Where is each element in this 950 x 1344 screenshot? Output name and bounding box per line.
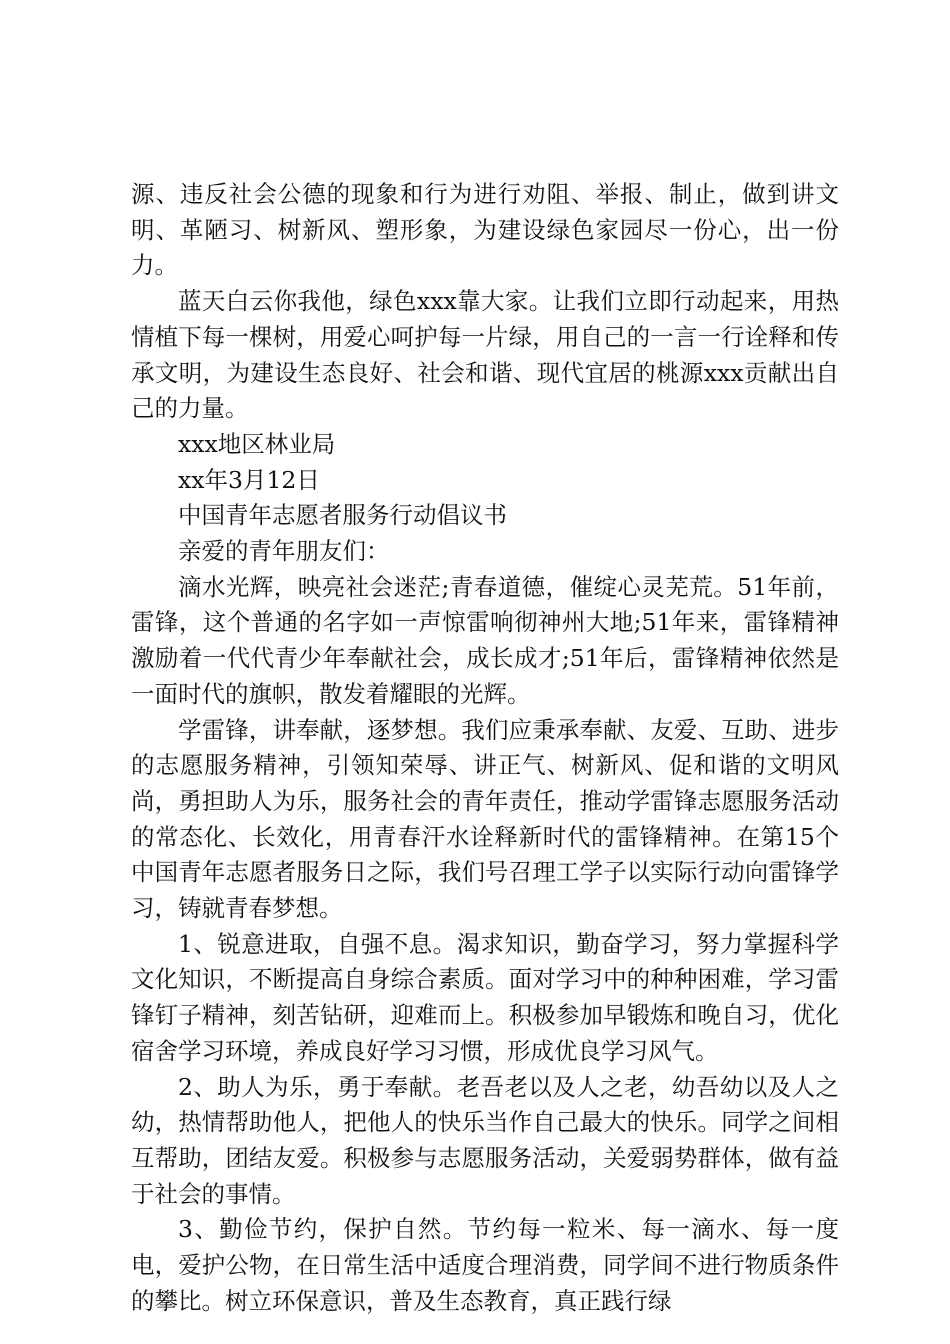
- document-body: [131, 177, 839, 1320]
- paragraph: 1、锐意进取，自强不息。渴求知识，勤奋学习，努力掌握科学文化知识，不断提高自身综合素质。面对学习中的种种困难，学习雷锋钉子精神，刻苦钻研，迎难而上。积极参加早锻炼和晚自习，优化宿舍学习环境，养成良好学习习惯，形成优良学习风气。: [131, 929, 839, 1065]
- paragraph: 滴水光辉，映亮社会迷茫;青春道德，催绽心灵芜荒。51年前，雷锋，这个普通的名字如一声惊雷响彻神州大地;51年来，雷锋精神激励着一代代青少年奉献社会，成长成才;51年后，雷锋精神依然是一面时代的旗帜，散发着耀眼的光辉。: [131, 572, 839, 708]
- paragraph: 学雷锋，讲奉献，逐梦想。我们应秉承奉献、友爱、互助、进步的志愿服务精神，引领知荣辱、讲正气、树新风、促和谐的文明风尚，勇担助人为乐，服务社会的青年责任，推动学雷锋志愿服务活动的常态化、长效化，用青春汗水诠释新时代的雷锋精神。在第15个中国青年志愿者服务日之际，我们号召理工学子以实际行动向雷锋学习，铸就青春梦想。: [131, 715, 839, 923]
- salutation: 亲爱的青年朋友们：: [178, 537, 390, 566]
- paragraph: 2、助人为乐，勇于奉献。老吾老以及人之老，幼吾幼以及人之幼，热情帮助他人，把他人的快乐当作自己最大的快乐。同学之间相互帮助，团结友爱。积极参与志愿服务活动，关爱弱势群体，做有益于社会的事情。: [131, 1072, 839, 1208]
- paragraph: 源、违反社会公德的现象和行为进行劝阻、举报、制止，做到讲文明、革陋习、树新风、塑形象，为建设绿色家园尽一份心，出一份力。: [131, 180, 839, 280]
- paragraph: 蓝天白云你我他，绿色xxx靠大家。让我们立即行动起来，用热情植下每一棵树，用爱心呵护每一片绿，用自己的一言一行诠释和传承文明，为建设生态良好、社会和谐、现代宜居的桃源xxx贡献出自己的力量。: [131, 287, 839, 423]
- document-title: 中国青年志愿者服务行动倡议书: [178, 501, 507, 530]
- signature-date: xx年3月12日: [178, 465, 320, 494]
- paragraph: 3、勤俭节约，保护自然。节约每一粒米、每一滴水、每一度电，爱护公物，在日常生活中适度合理消费，同学间不进行物质条件的攀比。树立环保意识，普及生态教育，真正践行绿: [131, 1215, 839, 1315]
- signature-organization: xxx地区林业局: [178, 429, 336, 458]
